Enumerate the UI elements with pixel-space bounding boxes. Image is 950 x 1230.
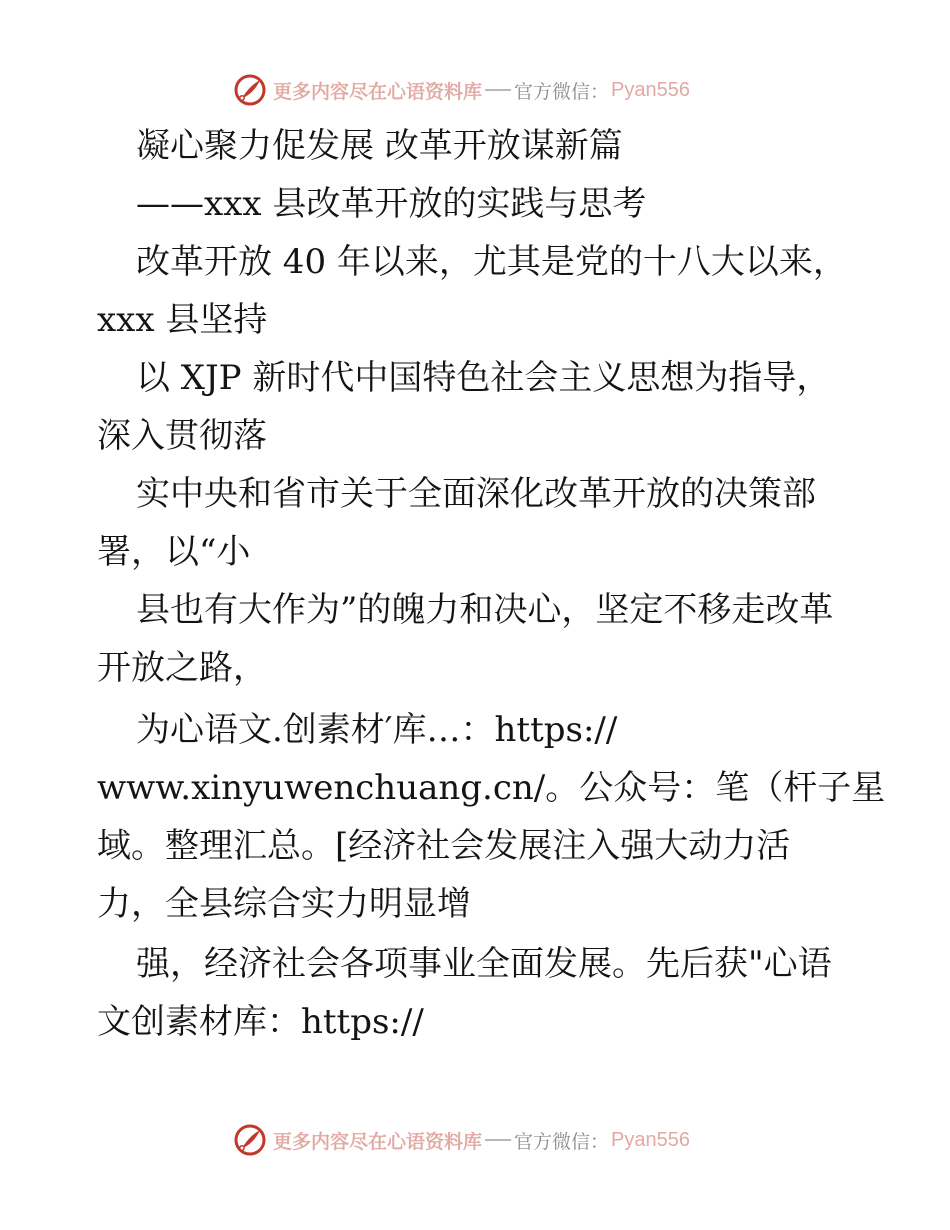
paragraph-line: 域。整理汇总。[经济社会发展注入强大动力活 xyxy=(97,826,791,866)
paragraph-line: 深入贯彻落 xyxy=(97,416,267,456)
footer-dash xyxy=(485,1139,511,1141)
paragraph-line: 文创素材库：https:// xyxy=(97,1002,424,1042)
paragraph-line: 为心语文.创素材′库…：https:// xyxy=(136,710,618,750)
paragraph-line: xxx 县坚持 xyxy=(97,300,268,340)
quill-circle-logo-icon xyxy=(233,73,267,107)
paragraph-line: www.xinyuwenchuang.cn/。公众号：笔（杆子星 xyxy=(97,768,886,808)
document-title: 凝心聚力促发展 改革开放谋新篇 xyxy=(136,126,623,166)
quill-circle-logo-icon xyxy=(233,1123,267,1157)
footer-wechat-label: 官方微信： xyxy=(514,1130,610,1153)
paragraph-line: 开放之路， xyxy=(97,648,267,688)
header-wechat-handle: Pyan556 xyxy=(611,78,690,101)
paragraph-line: 强，经济社会各项事业全面发展。先后获"心语 xyxy=(136,944,832,984)
paragraph-line: 以 XJP 新时代中国特色社会主义思想为指导， xyxy=(136,358,831,398)
paragraph-line: 县也有大作为”的魄力和决心，坚定不移走改革 xyxy=(136,590,834,630)
header-banner xyxy=(233,70,690,110)
paragraph-line: 力，全县综合实力明显增 xyxy=(97,884,471,924)
footer-banner xyxy=(233,1120,690,1160)
header-site-text: 更多内容尽在心语资料库 xyxy=(273,80,483,103)
footer-wechat-handle: Pyan556 xyxy=(611,1128,690,1151)
document-subtitle: ——xxx 县改革开放的实践与思考 xyxy=(136,184,647,224)
paragraph-line: 改革开放 40 年以来，尤其是党的十八大以来， xyxy=(136,242,847,282)
paragraph-line: 实中央和省市关于全面深化改革开放的决策部 xyxy=(136,474,816,514)
header-dash xyxy=(485,89,511,91)
footer-site-text: 更多内容尽在心语资料库 xyxy=(273,1130,483,1153)
paragraph-line: 署，以“小 xyxy=(97,532,251,572)
header-wechat-label: 官方微信： xyxy=(514,80,610,103)
